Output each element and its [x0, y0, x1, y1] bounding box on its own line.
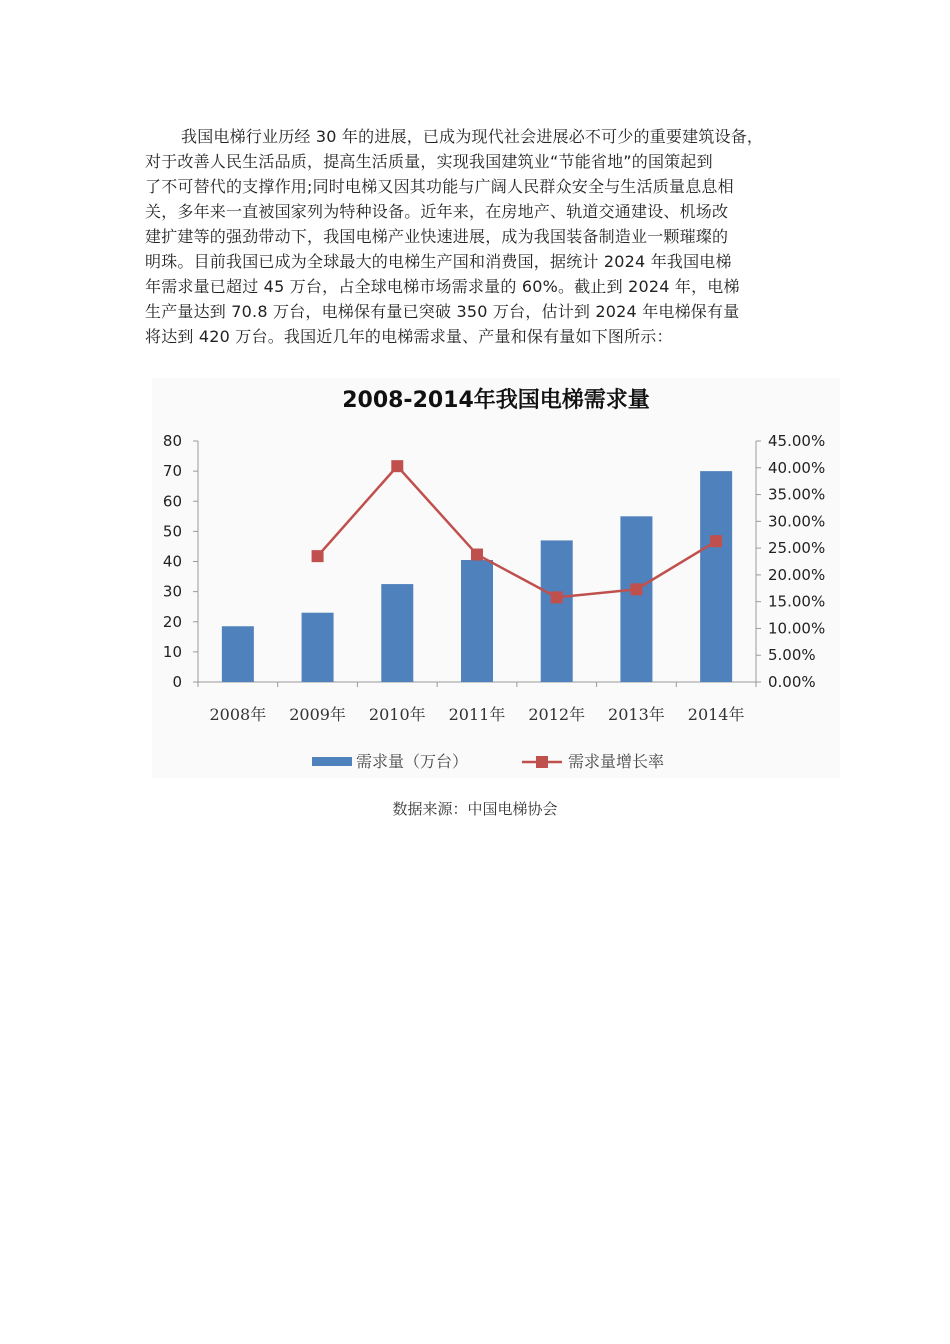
y-left-tick-label: 20	[162, 612, 182, 631]
legend-bar-swatch	[312, 757, 352, 766]
legend-bar-label: 需求量（万台）	[356, 752, 469, 771]
x-tick-label: 2008年	[209, 705, 267, 724]
paragraph-line: 我国电梯行业历经 30 年的进展，已成为现代社会进展必不可少的重要建筑设备，	[181, 127, 764, 146]
x-tick-label: 2009年	[289, 705, 346, 724]
y-left-tick-label: 30	[162, 582, 182, 601]
y-left-tick-label: 80	[162, 432, 182, 450]
legend-line-label: 需求量增长率	[568, 752, 665, 771]
y-right-tick-label: 45.00%	[768, 432, 826, 450]
chart-canvas	[152, 378, 840, 778]
paragraph-line: 了不可替代的支撑作用;同时电梯又因其功能与广阔人民群众安全与生活质量息息相	[145, 177, 734, 196]
legend-line-marker	[536, 756, 548, 768]
growth-rate-point	[630, 583, 642, 595]
y-right-tick-label: 35.00%	[768, 485, 826, 504]
y-right-tick-label: 30.00%	[768, 512, 826, 531]
y-right-tick-label: 0.00%	[768, 673, 816, 691]
x-tick-label: 2010年	[368, 705, 426, 724]
y-right-tick-label: 10.00%	[768, 619, 826, 638]
bar	[541, 540, 573, 682]
paragraph-line: 年需求量已超过 45 万台，占全球电梯市场需求量的 60%。截止到 2024 年，电梯	[145, 277, 740, 296]
bar	[461, 560, 493, 682]
bar	[620, 516, 652, 682]
figure-caption: 数据来源：中国电梯协会	[392, 800, 558, 818]
growth-rate-line	[318, 466, 717, 597]
growth-rate-point	[391, 460, 403, 472]
paragraph-line: 建扩建等的强劲带动下，我国电梯产业快速进展，成为我国装备制造业一颗璀璨的	[145, 227, 729, 246]
x-tick-label: 2013年	[608, 705, 665, 724]
y-left-tick-label: 10	[162, 642, 182, 661]
y-left-tick-label: 60	[162, 492, 182, 511]
bar	[222, 626, 254, 682]
y-right-tick-label: 15.00%	[768, 592, 826, 611]
chart-title: 2008-2014年我国电梯需求量	[342, 388, 650, 413]
chart-legend	[312, 752, 664, 771]
growth-rate-point	[710, 535, 722, 547]
bar	[381, 584, 413, 682]
intro-paragraph	[145, 124, 805, 349]
y-right-tick-label: 25.00%	[768, 539, 826, 558]
y-right-tick-label: 5.00%	[768, 646, 816, 665]
x-tick-label: 2011年	[448, 705, 506, 724]
x-tick-label: 2014年	[687, 705, 745, 724]
elevator-demand-chart	[152, 378, 840, 778]
y-right-tick-label: 20.00%	[768, 565, 826, 584]
x-tick-label: 2012年	[528, 705, 586, 724]
y-left-tick-label: 50	[162, 522, 182, 541]
line-series	[312, 460, 723, 603]
paragraph-line: 明珠。目前我国已成为全球最大的电梯生产国和消费国，据统计 2024 年我国电梯	[145, 252, 732, 271]
y-right-tick-label: 40.00%	[768, 458, 826, 477]
growth-rate-point	[551, 591, 563, 603]
y-left-tick-label: 0	[172, 673, 182, 691]
paragraph-line: 将达到 420 万台。我国近几年的电梯需求量、产量和保有量如下图所示：	[145, 327, 673, 346]
y-left-tick-label: 70	[162, 462, 182, 481]
paragraph-line: 生产量达到 70.8 万台，电梯保有量已突破 350 万台，估计到 2024 年电梯保有量	[145, 302, 740, 321]
growth-rate-point	[471, 549, 483, 561]
bar	[700, 471, 732, 682]
y-left-tick-label: 40	[162, 552, 182, 571]
paragraph-line: 关，多年来一直被国家列为特种设备。近年来，在房地产、轨道交通建设、机场改	[145, 202, 729, 221]
growth-rate-point	[312, 550, 324, 562]
bar	[302, 613, 334, 682]
paragraph-line: 对于改善人民生活品质，提高生活质量，实现我国建筑业“节能省地”的国策起到	[145, 152, 713, 171]
